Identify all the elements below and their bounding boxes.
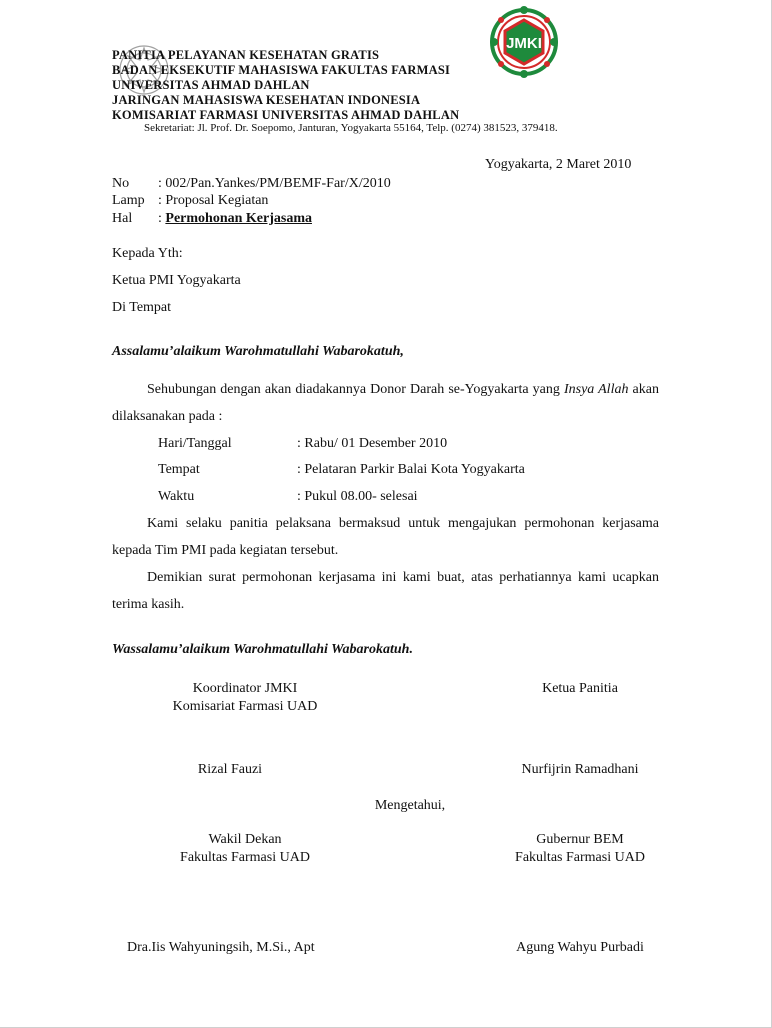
detail-place-label: Tempat (158, 462, 200, 477)
sig-left-title-2: Komisariat Farmasi UAD (172, 699, 318, 714)
meta-hal-colon: : (158, 211, 166, 226)
sig-left-title-1: Koordinator JMKI (192, 681, 298, 696)
paragraph-2 (112, 510, 659, 564)
header-address: Sekretariat: Jl. Prof. Dr. Soepomo, Janturan, Yogyakarta 55164, Telp. (0274) 381523, 379418. (144, 122, 558, 134)
detail-time-label: Waktu (158, 489, 195, 504)
meta-lamp-value: : Proposal Kegiatan (158, 193, 269, 208)
meta-no-label: No (112, 176, 130, 191)
acknowledged-label: Mengetahui, (374, 798, 446, 813)
letter-date: Yogyakarta, 2 Maret 2010 (485, 157, 632, 172)
sig-right2-name: Agung Wahyu Purbadi (516, 940, 644, 955)
sig-left2-title-1: Wakil Dekan (208, 832, 282, 847)
recipient-line-1: Kepada Yth: (112, 246, 183, 261)
header-line-2: BADAN EKSEKUTIF MAHASISWA FAKULTAS FARMASI (112, 63, 451, 77)
sig-left2-title-2: Fakultas Farmasi UAD (180, 850, 310, 865)
meta-hal-label: Hal (112, 211, 133, 226)
paragraph-1-italic: Insya Allah (563, 382, 629, 397)
detail-day-value: : Rabu/ 01 Desember 2010 (297, 436, 448, 451)
greeting: Assalamu’alaikum Warohmatullahi Wabarokatuh, (112, 344, 404, 359)
paragraph-1-text-c: akan dilaksanakan pada : (112, 382, 659, 424)
sig-right2-title-1: Gubernur BEM (536, 832, 624, 847)
meta-no-value: : 002/Pan.Yankes/PM/BEMF-Far/X/2010 (158, 176, 391, 191)
closing: Wassalamu’alaikum Warohmatullahi Wabarokatuh. (112, 642, 413, 657)
paragraph-3 (112, 564, 659, 618)
sig-right-title-1: Ketua Panitia (542, 681, 618, 696)
recipient-line-3: Di Tempat (112, 300, 172, 315)
detail-day-label: Hari/Tanggal (158, 436, 232, 451)
meta-hal-row (158, 211, 312, 227)
paragraph-1-text-a: Sehubungan dengan akan diadakannya Donor Darah se-Yogyakarta yang (147, 382, 564, 397)
header-line-1: PANITIA PELAYANAN KESEHATAN GRATIS (112, 48, 380, 62)
paragraph-2-text: Kami selaku panitia pelaksana bermaksud untuk mengajukan permohonan kerjasama kepada Tim PMI pada kegiatan tersebut. (112, 516, 659, 558)
meta-hal-value: Permohonan Kerjasama (165, 211, 312, 226)
paragraph-1 (112, 376, 659, 430)
paragraph-3-text: Demikian surat permohonan kerjasama ini kami buat, atas perhatiannya kami ucapkan terima kasih. (112, 570, 659, 612)
sig-right2-title-2: Fakultas Farmasi UAD (515, 850, 645, 865)
jmki-logo-text: JMKI (506, 35, 542, 52)
header-line-4: JARINGAN MAHASISWA KESEHATAN INDONESIA (112, 93, 421, 107)
detail-time-value: : Pukul 08.00- selesai (297, 489, 418, 504)
jmki-logo-icon (489, 4, 559, 80)
sig-left2-name: Dra.Iis Wahyuningsih, M.Si., Apt (127, 940, 315, 955)
sig-left-name: Rizal Fauzi (197, 762, 263, 777)
detail-place-value: : Pelataran Parkir Balai Kota Yogyakarta (297, 462, 525, 477)
sig-right-name: Nurfijrin Ramadhani (521, 762, 639, 777)
meta-lamp-label: Lamp (112, 193, 145, 208)
header-line-3: UNIVERSITAS AHMAD DAHLAN (112, 78, 310, 92)
recipient-line-2: Ketua PMI Yogyakarta (112, 273, 241, 288)
header-line-5: KOMISARIAT FARMASI UNIVERSITAS AHMAD DAHLAN (112, 108, 460, 122)
